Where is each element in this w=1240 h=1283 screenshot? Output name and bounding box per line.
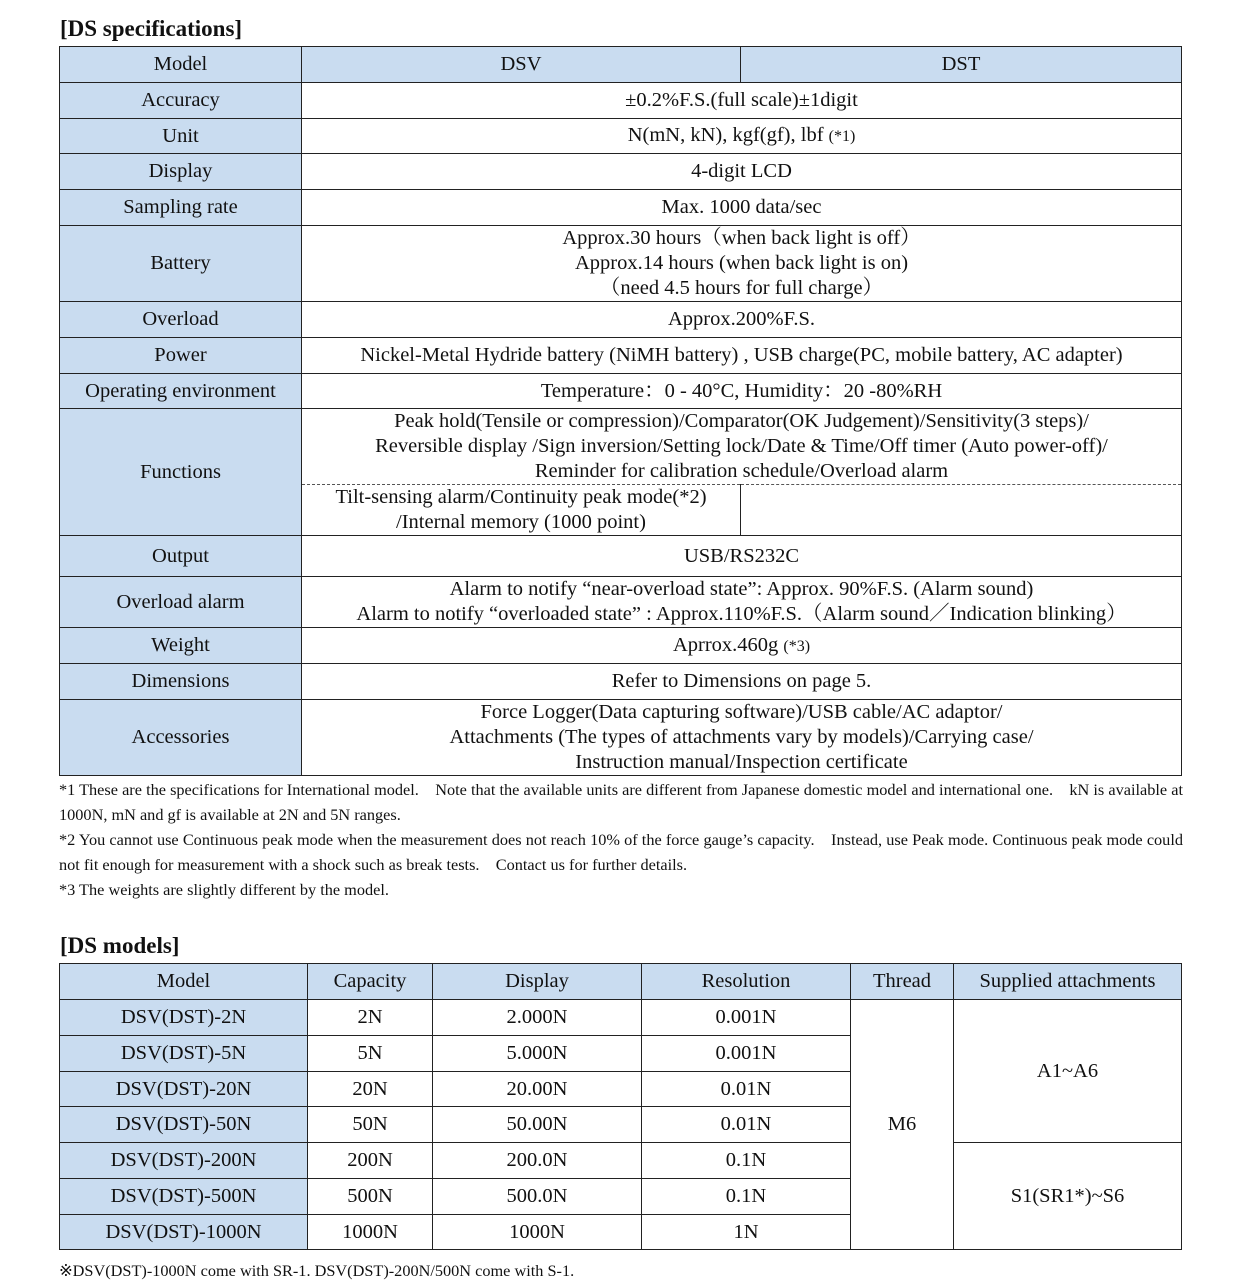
spec-title: [DS specifications] — [60, 16, 243, 41]
battery-line: （need 4.5 hours for full charge） — [599, 277, 884, 299]
accessories-label: Accessories — [60, 700, 302, 776]
sampling-label: Sampling rate — [60, 190, 302, 226]
model-capacity: 500N — [308, 1179, 433, 1215]
accessories-line: Attachments (The types of attachments vary by models)/Carrying case/ — [449, 726, 1034, 748]
display-value: 4-digit LCD — [302, 154, 1182, 190]
overload-alarm-line: Alarm to notify “near-overload state”: Approx. 90%F.S. (Alarm sound) — [449, 578, 1034, 600]
model-name: DSV(DST)-500N — [60, 1179, 308, 1215]
unit-note: (*1) — [828, 128, 856, 145]
overload-alarm-label: Overload alarm — [60, 577, 302, 628]
power-value: Nickel-Metal Hydride battery (NiMH battery) , USB charge(PC, mobile battery, AC adapter) — [302, 338, 1182, 374]
environment-label: Operating environment — [60, 374, 302, 409]
model-attachments-a: A1~A6 — [954, 1000, 1182, 1143]
spec-row-battery — [60, 226, 1182, 302]
battery-label: Battery — [60, 226, 302, 302]
dimensions-label: Dimensions — [60, 664, 302, 700]
model-display: 2.000N — [433, 1000, 642, 1036]
overload-label: Overload — [60, 302, 302, 338]
spec-note-3: *3 The weights are slightly different by the model. — [59, 880, 389, 899]
model-resolution: 0.1N — [642, 1143, 851, 1179]
spec-row-output — [60, 536, 1182, 577]
overload-value: Approx.200%F.S. — [302, 302, 1182, 338]
model-display: 1000N — [433, 1215, 642, 1250]
accessories-line: Force Logger(Data capturing software)/USB cable/AC adaptor/ — [480, 701, 1003, 723]
weight-value: Aprrox.460g — [672, 633, 779, 656]
model-capacity: 20N — [308, 1072, 433, 1107]
functions-dsv — [302, 485, 741, 536]
weight-value-cell — [302, 628, 1182, 664]
battery-value — [302, 226, 1182, 302]
spec-row-model — [60, 47, 1182, 83]
model-resolution: 1N — [642, 1215, 851, 1250]
weight-label: Weight — [60, 628, 302, 664]
functions-common — [302, 409, 1182, 485]
unit-label: Unit — [60, 119, 302, 154]
models-row — [60, 1143, 1182, 1179]
weight-note: (*3) — [783, 637, 811, 655]
model-capacity: 200N — [308, 1143, 433, 1179]
model-display: 500.0N — [433, 1179, 642, 1215]
models-footnote: ※DSV(DST)-1000N come with SR-1. DSV(DST)-200N/500N come with S-1. — [59, 1261, 575, 1280]
spec-row-functions — [60, 409, 1182, 485]
models-header-display: Display — [433, 964, 642, 1000]
model-resolution: 0.1N — [642, 1179, 851, 1215]
model-name: DSV(DST)-1000N — [60, 1215, 308, 1250]
models-row — [60, 1000, 1182, 1036]
spec-row-display — [60, 154, 1182, 190]
functions-label: Functions — [60, 409, 302, 536]
model-label: Model — [60, 47, 302, 83]
spec-note-2: *2 You cannot use Continuous peak mode when the measurement does not reach 10% of the force gauge’s capacity. Instead, use Peak mode. Continuous peak mode could not fit enough for measurement with a shock such as break tests. Contact us for further details. — [59, 830, 1183, 874]
accessories-value — [302, 700, 1182, 776]
model-attachments-s: S1(SR1*)~S6 — [954, 1143, 1182, 1250]
output-value: USB/RS232C — [302, 536, 1182, 577]
overload-alarm-line: Alarm to notify “overloaded state” : Approx.110%F.S.（Alarm sound／Indication blinking） — [356, 603, 1127, 625]
unit-value-cell — [302, 119, 1182, 154]
accuracy-label: Accuracy — [60, 83, 302, 119]
models-header-resolution: Resolution — [642, 964, 851, 1000]
models-header-capacity: Capacity — [308, 964, 433, 1000]
dimensions-value: Refer to Dimensions on page 5. — [302, 664, 1182, 700]
functions-line: Reversible display /Sign inversion/Setting lock/Date & Time/Off timer (Auto power-off)/ — [375, 435, 1108, 457]
battery-line: Approx.30 hours（when back light is off） — [562, 227, 921, 249]
spec-table — [59, 46, 1182, 776]
model-display: 50.00N — [433, 1107, 642, 1143]
functions-line: Reminder for calibration schedule/Overload alarm — [534, 460, 949, 482]
spec-row-power — [60, 338, 1182, 374]
model-name: DSV(DST)-2N — [60, 1000, 308, 1036]
model-display: 20.00N — [433, 1072, 642, 1107]
spec-row-dimensions — [60, 664, 1182, 700]
models-header-attachments: Supplied attachments — [954, 964, 1182, 1000]
model-capacity: 1000N — [308, 1215, 433, 1250]
model-name: DSV(DST)-50N — [60, 1107, 308, 1143]
models-header-model: Model — [60, 964, 308, 1000]
functions-dst — [741, 485, 1182, 536]
spec-row-accessories — [60, 700, 1182, 776]
models-header-row — [60, 964, 1182, 1000]
model-capacity: 2N — [308, 1000, 433, 1036]
power-label: Power — [60, 338, 302, 374]
functions-dsv-line: /Internal memory (1000 point) — [396, 511, 646, 533]
functions-dsv-line: Tilt-sensing alarm/Continuity peak mode(*2) — [335, 486, 707, 508]
models-table — [59, 963, 1182, 1250]
model-resolution: 0.01N — [642, 1072, 851, 1107]
output-label: Output — [60, 536, 302, 577]
models-title: [DS models] — [60, 933, 180, 958]
functions-line: Peak hold(Tensile or compression)/Comparator(OK Judgement)/Sensitivity(3 steps)/ — [394, 410, 1089, 432]
sampling-value: Max. 1000 data/sec — [302, 190, 1182, 226]
display-label: Display — [60, 154, 302, 190]
model-name: DSV(DST)-200N — [60, 1143, 308, 1179]
models-header-thread: Thread — [851, 964, 954, 1000]
model-name: DSV(DST)-20N — [60, 1072, 308, 1107]
spec-row-overload — [60, 302, 1182, 338]
model-dsv: DSV — [302, 47, 741, 83]
accuracy-value: ±0.2%F.S.(full scale)±1digit — [302, 83, 1182, 119]
spec-row-unit — [60, 119, 1182, 154]
model-display: 200.0N — [433, 1143, 642, 1179]
overload-alarm-value — [302, 577, 1182, 628]
spec-row-accuracy — [60, 83, 1182, 119]
unit-value: N(mN, kN), kgf(gf), lbf — [627, 124, 824, 146]
spec-row-overload-alarm — [60, 577, 1182, 628]
spec-row-weight — [60, 628, 1182, 664]
model-resolution: 0.001N — [642, 1036, 851, 1072]
model-resolution: 0.01N — [642, 1107, 851, 1143]
model-dst: DST — [741, 47, 1182, 83]
environment-value: Temperature：0 - 40°C, Humidity：20 -80%RH — [302, 374, 1182, 409]
spec-note-1: *1 These are the specifications for International model. Note that the available units are different from Japanese domestic model and international one. kN is available at 1000N, mN and gf is available at 2N and 5N ranges. — [59, 780, 1183, 824]
spec-row-environment — [60, 374, 1182, 409]
model-capacity: 5N — [308, 1036, 433, 1072]
model-display: 5.000N — [433, 1036, 642, 1072]
model-resolution: 0.001N — [642, 1000, 851, 1036]
model-name: DSV(DST)-5N — [60, 1036, 308, 1072]
model-capacity: 50N — [308, 1107, 433, 1143]
accessories-line: Instruction manual/Inspection certificate — [575, 751, 908, 773]
spec-row-sampling — [60, 190, 1182, 226]
battery-line: Approx.14 hours (when back light is on) — [574, 252, 909, 274]
model-thread: M6 — [851, 1000, 954, 1250]
spec-notes — [59, 777, 1183, 902]
